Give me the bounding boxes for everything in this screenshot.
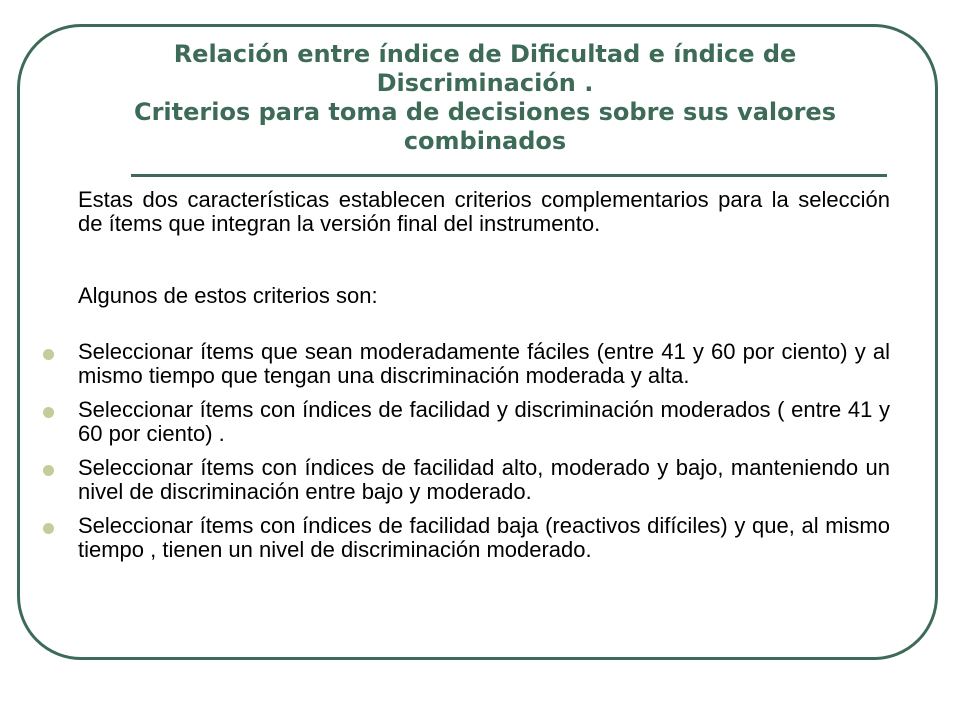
list-item	[0, 514, 960, 562]
bullet-text: Seleccionar ítems con índices de facilidad y discriminación moderados ( entre 41 y 60 por ciento) .	[78, 397, 890, 446]
bullet-dot-icon	[43, 523, 54, 534]
title-line-2: Criterios para toma de decisiones sobre sus valores combinados	[133, 98, 836, 155]
criteria-list	[0, 340, 960, 572]
title-divider	[131, 174, 887, 177]
list-item	[0, 398, 960, 446]
slide-title	[80, 40, 890, 156]
bullet-dot-icon	[43, 407, 54, 418]
list-item	[0, 456, 960, 504]
bullet-dot-icon	[43, 465, 54, 476]
bullet-text: Seleccionar ítems que sean moderadamente fáciles (entre 41 y 60 por ciento) y al mismo tiempo que tengan una discriminación moderada y alta.	[78, 339, 890, 388]
intro-paragraph: Estas dos características establecen criterios complementarios para la selección de ítems que integran la versión final del instrumento.	[78, 187, 890, 236]
criteria-lead: Algunos de estos criterios son:	[78, 283, 378, 308]
bullet-text: Seleccionar ítems con índices de facilidad alto, moderado y bajo, manteniendo un nivel de discriminación entre bajo y moderado.	[78, 455, 890, 504]
bullet-dot-icon	[43, 349, 54, 360]
title-line-1: Relación entre índice de Dificultad e índice de Discriminación .	[173, 40, 797, 97]
list-item	[0, 340, 960, 388]
bullet-text: Seleccionar ítems con índices de facilidad baja (reactivos difíciles) y que, al mismo tiempo , tienen un nivel de discriminación moderado.	[78, 513, 890, 562]
